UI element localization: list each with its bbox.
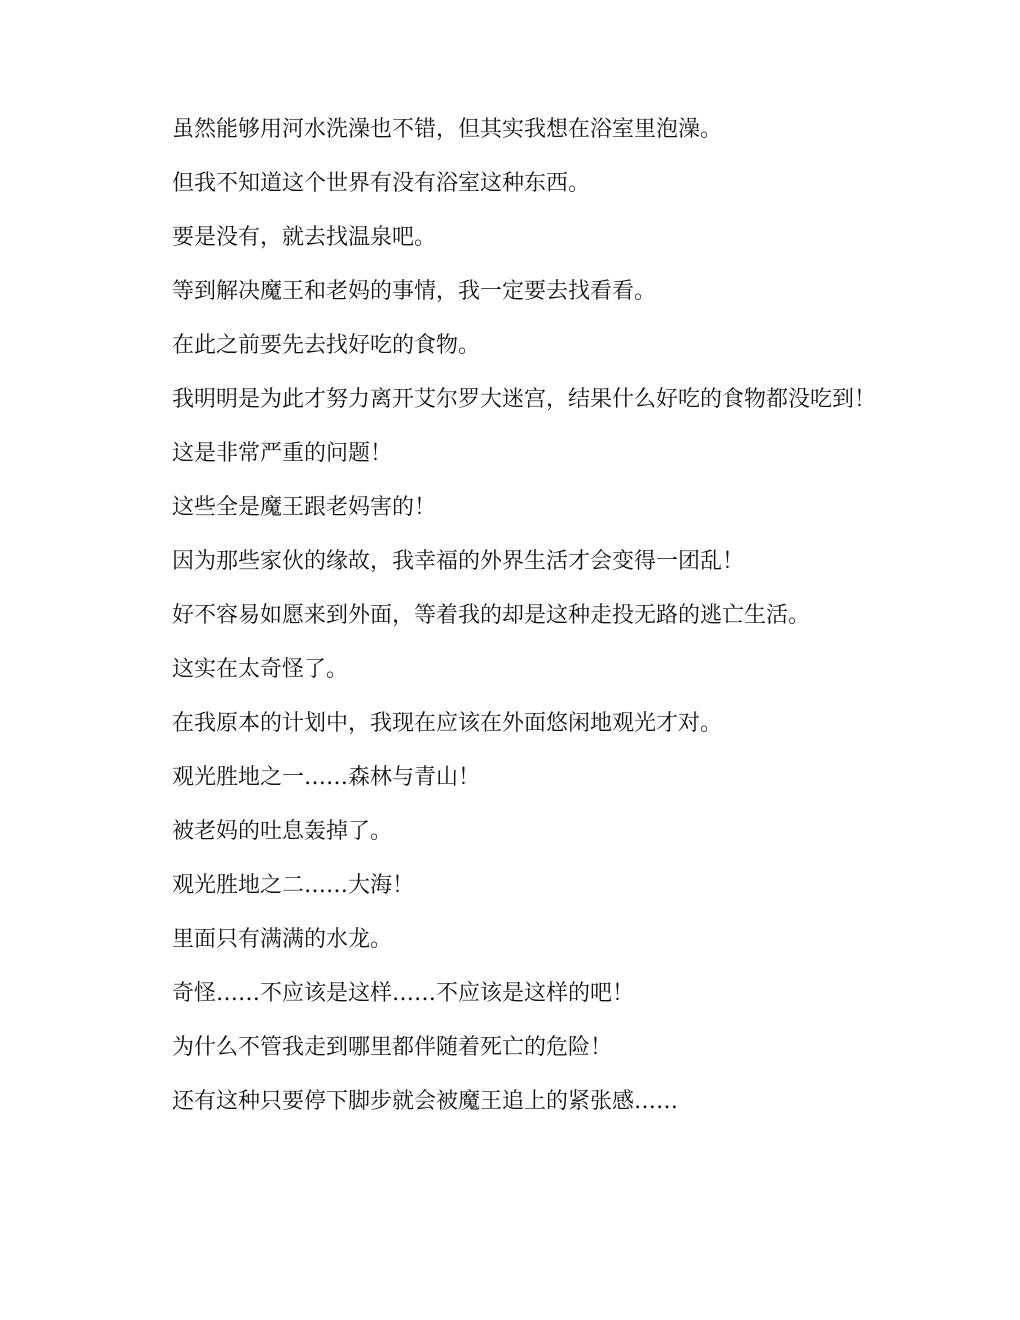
paragraph: 但我不知道这个世界有没有浴室这种东西。 [172, 171, 591, 196]
paragraph: 这些全是魔王跟老妈害的！ [172, 495, 437, 520]
paragraph: 为什么不管我走到哪里都伴随着死亡的危险！ [172, 1035, 613, 1060]
paragraph: 被老妈的吐息轰掉了。 [172, 819, 393, 844]
paragraph: 还有这种只要停下脚步就会被魔王追上的紧张感…… [172, 1089, 679, 1114]
paragraph: 这实在太奇怪了。 [172, 657, 349, 682]
paragraph: 虽然能够用河水洗澡也不错，但其实我想在浴室里泡澡。 [172, 117, 723, 142]
paragraph: 奇怪……不应该是这样……不应该是这样的吧！ [172, 981, 635, 1006]
body-text [118, 112, 903, 1138]
paragraph: 在我原本的计划中，我现在应该在外面悠闲地观光才对。 [172, 711, 723, 736]
paragraph: 要是没有，就去找温泉吧。 [172, 225, 437, 250]
paragraph: 观光胜地之一……森林与青山！ [172, 765, 481, 790]
paragraph: 这是非常严重的问题！ [172, 441, 393, 466]
paragraph: 好不容易如愿来到外面，等着我的却是这种走投无路的逃亡生活。 [172, 603, 811, 628]
paragraph: 我明明是为此才努力离开艾尔罗大迷宫，结果什么好吃的食物都没吃到！ [172, 387, 877, 412]
paragraph: 里面只有满满的水龙。 [172, 927, 393, 952]
paragraph: 观光胜地之二……大海！ [172, 873, 415, 898]
paragraph: 在此之前要先去找好吃的食物。 [172, 333, 481, 358]
paragraph: 等到解决魔王和老妈的事情，我一定要去找看看。 [172, 279, 657, 304]
paragraph: 因为那些家伙的缘故，我幸福的外界生活才会变得一团乱！ [172, 549, 745, 574]
